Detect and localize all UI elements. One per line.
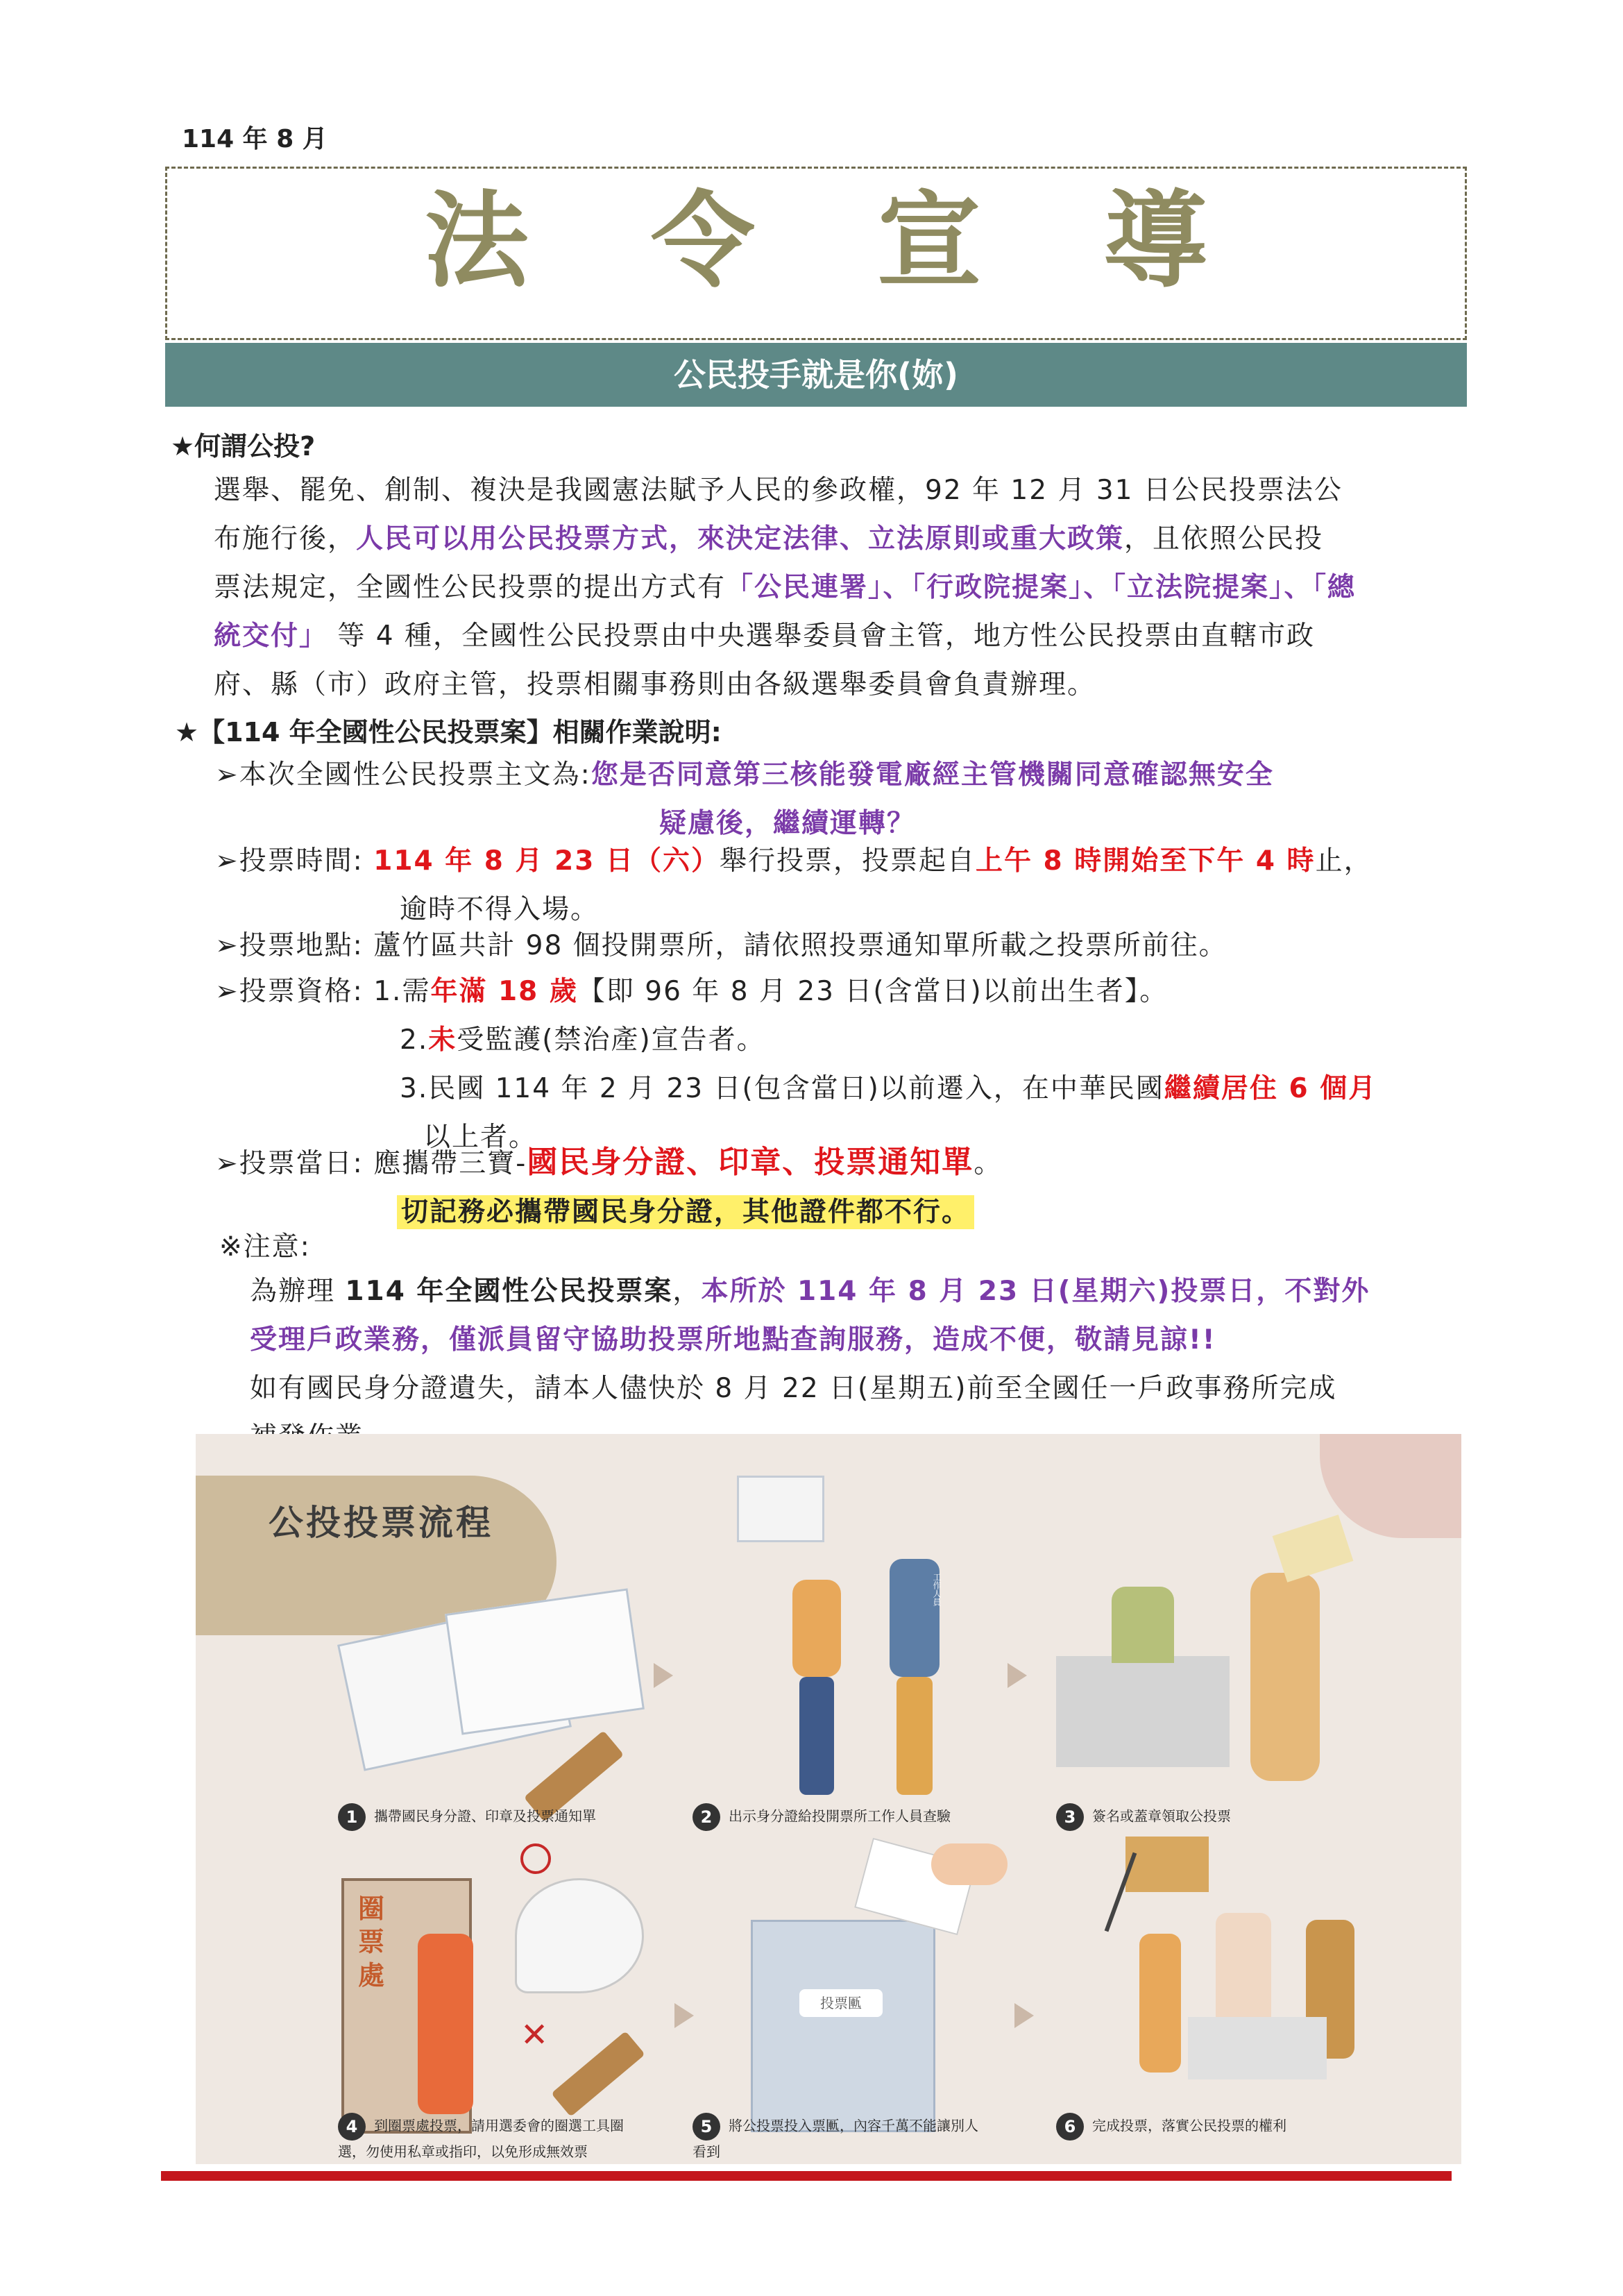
s1-line-2: 布施行後，人民可以用公民投票方式，來決定法律、立法原則或重大政策，且依照公民投 <box>214 523 1324 555</box>
notice-card-icon <box>445 1588 645 1734</box>
note-body: 為辦理 114 年全國性公民投票案，本所於 114 年 8 月 23 日(星期六)投票日，不對外 受理戶政業務，僅派員留守協助投票所地點查詢服務，造成不便，敬請見諒!! 如有國民身分證遺失，請本人儘快於 8 月 22 日(星期五)前至全國任一戶政事務所完成 <box>250 1276 1370 1404</box>
step-1: 1 攜帶國民身分證、印章及投票通知單 <box>338 1803 596 1831</box>
arrow-icon <box>674 2003 694 2028</box>
footer-rule <box>161 2171 1452 2181</box>
place-item: ➢投票地點: 蘆竹區共計 98 個投開票所，請依照投票通知單所載之投票所前往。 <box>215 930 1227 961</box>
arrow-icon <box>1008 1663 1027 1688</box>
s1-line-1: 選舉、罷免、創制、複決是我國憲法賦予人民的參政權，92 年 12 月 31 日公民投票法公 <box>214 475 1343 506</box>
staff-tag: 工作人員 <box>932 1573 942 1606</box>
section1-body <box>214 466 1467 709</box>
voting-day-item: ➢投票當日: 應攜帶三寶-國民身分證、印章、投票通知單。 切記務必攜帶國民身分證，其他證件都不行。 <box>215 1145 1003 1228</box>
ballot-box-icon <box>751 1920 935 2132</box>
subtitle-bar: 公民投手就是你(妳) <box>165 343 1467 407</box>
elder-person-icon <box>1250 1573 1320 1781</box>
ballot-zoom-icon <box>515 1878 644 1993</box>
person-1-icon <box>792 1580 841 1677</box>
qualification-item: ➢投票資格: 1.需年滿 18 歲【即 96 年 8 月 23 日(含當日)以前出生者】。 2.未受監護(禁治產)宣告者。 3.民國 114 年 2 月 23 日(包含當日)以前遷入，在中華民國繼續居住 6 個月 以上者。 <box>215 976 1377 1153</box>
ballot-box-label: 投票匭 <box>799 1989 883 2017</box>
podium-icon <box>1188 2017 1327 2079</box>
step-3: 3 簽名或蓋章領取公投票 <box>1056 1803 1231 1831</box>
ballot-fan-icon <box>1273 1514 1354 1582</box>
flag-pole-icon <box>1105 1852 1137 1932</box>
person-a-icon <box>1139 1934 1181 2073</box>
raised-id-icon <box>737 1476 824 1542</box>
s1-line-4: 統交付」 等 4 種，全國性公民投票由中央選舉委員會主管，地方性公民投票由直轄市政 <box>214 621 1316 652</box>
highlight-note: 切記務必攜帶國民身分證，其他證件都不行。 <box>397 1195 974 1229</box>
step-2: 2 出示身分證給投開票所工作人員查驗 <box>692 1803 951 1831</box>
step-5: 5 將公投票投入票匭，內容千萬不能讓別人看到 <box>692 2113 984 2161</box>
person-2-legs-icon <box>897 1677 933 1795</box>
page-title: 法 令 宣 導 <box>424 180 1251 302</box>
note-label: ※注意: <box>219 1231 311 1263</box>
hand-icon <box>931 1843 1008 1885</box>
section2-heading: ★【114 年全國性公民投票案】相關作業說明: <box>175 717 722 748</box>
date-label: 114 年 8 月 <box>182 125 328 153</box>
booth-label: 圈票處 <box>357 1893 384 1991</box>
flag-icon <box>1125 1837 1209 1892</box>
step-6: 6 完成投票，落實公民投票的權利 <box>1056 2113 1286 2141</box>
arrow-icon <box>654 1663 673 1688</box>
person-1-legs-icon <box>799 1677 834 1795</box>
section1-heading: ★何謂公投? <box>171 431 316 462</box>
voter-person-icon <box>418 1934 473 2114</box>
wrong-cross-icon: ✕ <box>520 2016 549 2054</box>
s1-line-3: 票法規定，全國性公民投票的提出方式有「公民連署」、「行政院提案」、「立法院提案」、「總 <box>214 572 1357 603</box>
s1-line-5: 府、縣（市）政府主管，投票相關事務則由各級選舉委員會負責辦理。 <box>214 669 1096 700</box>
staff-person-icon <box>1112 1587 1174 1663</box>
topic-item: ➢本次全國性公民投票主文為:您是否同意第三核能發電廠經主管機關同意確認無安全 疑慮後，繼續運轉？ <box>215 759 1274 839</box>
voting-process-infographic <box>196 1434 1461 2164</box>
correct-circle-icon <box>520 1843 551 1874</box>
arrow-icon <box>1014 2003 1034 2028</box>
desk-icon <box>1056 1656 1230 1767</box>
private-stamp-icon <box>551 2031 645 2117</box>
infographic-title: 公投投票流程 <box>269 1503 493 1543</box>
step-4: 4 到圈票處投票，請用選委會的圈選工具圈選，勿使用私章或指印，以免形成無效票 <box>338 2113 643 2161</box>
time-item: ➢投票時間: 114 年 8 月 23 日（六）舉行投票，投票起自上午 8 時開始至下午 4 時止， 逾時不得入場。 <box>215 845 1373 925</box>
